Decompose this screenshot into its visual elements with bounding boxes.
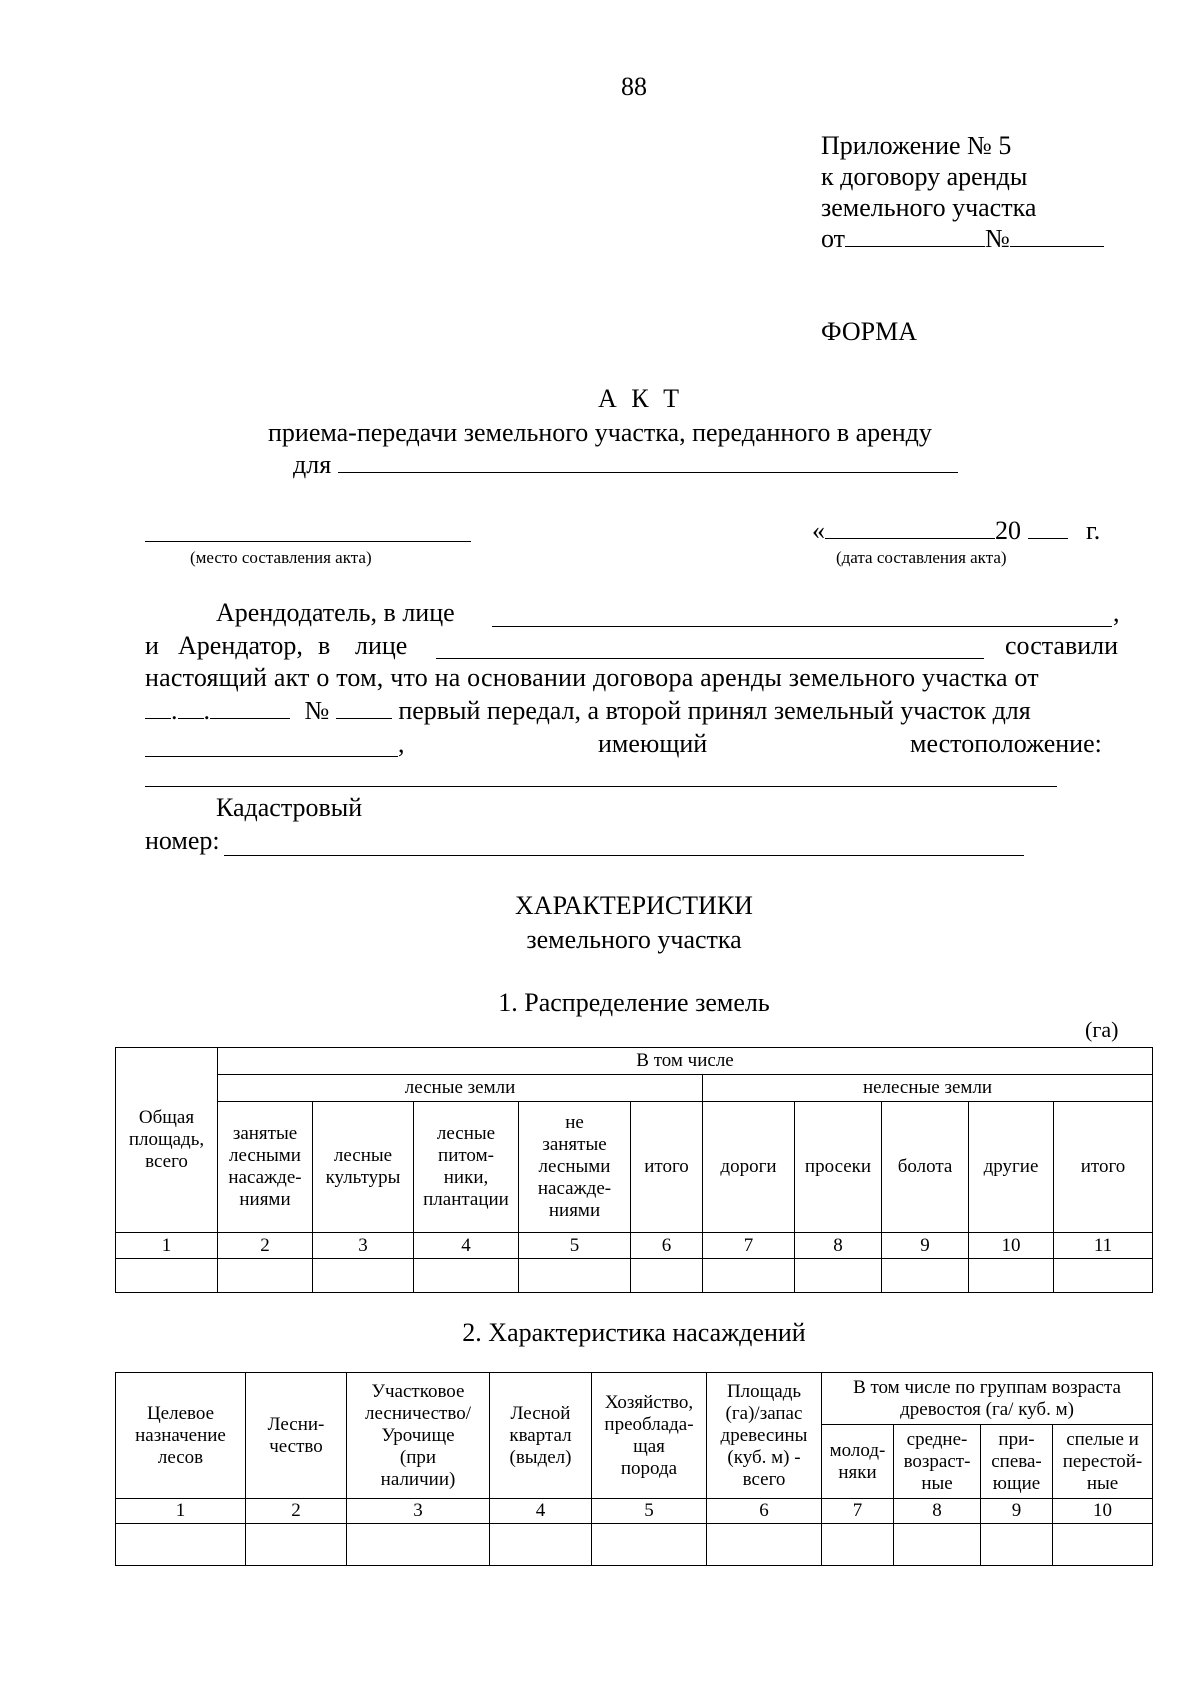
t2-data-cell[interactable] xyxy=(822,1524,894,1566)
t2-num: 10 xyxy=(1053,1499,1153,1524)
t2-num: 5 xyxy=(592,1499,707,1524)
act-for-label: для xyxy=(293,450,332,479)
act-for-field[interactable] xyxy=(338,450,958,473)
t1-num: 11 xyxy=(1054,1233,1153,1259)
act-for-line xyxy=(293,450,958,480)
cadastral-label: Кадастровый xyxy=(216,793,363,822)
t1-data-cell[interactable] xyxy=(795,1259,882,1293)
t2-col-forestry: Лесни- чество xyxy=(246,1373,347,1499)
tenant-d: лице xyxy=(355,631,408,660)
t1-col-swamps: болота xyxy=(882,1102,969,1233)
tenant-b: Арендатор, xyxy=(178,631,303,660)
body-line-4-tail: первый передал, а второй принял земельный участок для xyxy=(398,696,1031,725)
purpose-field[interactable] xyxy=(145,756,398,757)
t2-num: 3 xyxy=(347,1499,490,1524)
t2-col-mature: спелые и перестой- ные xyxy=(1053,1425,1153,1499)
characteristics-subtitle: земельного участка xyxy=(526,925,742,954)
t1-col-nurseries: лесные питом- ники, плантации xyxy=(414,1102,519,1233)
t1-num: 5 xyxy=(519,1233,631,1259)
date-year-suffix: г. xyxy=(1086,516,1101,545)
t2-col-district: Участковое лесничество/ Урочище (при наличии) xyxy=(347,1373,490,1499)
t2-col-young: молод- няки xyxy=(822,1425,894,1499)
table1-title: 1. Распределение земель xyxy=(498,988,770,1017)
location-field[interactable] xyxy=(145,786,1057,787)
t1-num: 3 xyxy=(313,1233,414,1259)
appendix-line-3: земельного участка xyxy=(821,193,1037,222)
t2-num: 1 xyxy=(116,1499,246,1524)
body-line-4 xyxy=(145,696,1031,726)
date-year-prefix: 20 xyxy=(995,516,1021,545)
date-day-month-field[interactable] xyxy=(825,516,995,539)
t2-data-cell[interactable] xyxy=(246,1524,347,1566)
t1-including-header: В том числе xyxy=(218,1048,1153,1075)
appendix-line-1: Приложение № 5 xyxy=(821,131,1012,160)
t2-col-quarter: Лесной квартал (выдел) xyxy=(490,1373,592,1499)
t2-data-cell[interactable] xyxy=(707,1524,822,1566)
t1-num: 6 xyxy=(631,1233,703,1259)
t1-col-forest-total: итого xyxy=(631,1102,703,1233)
t2-num: 8 xyxy=(894,1499,981,1524)
t2-data-cell[interactable] xyxy=(490,1524,592,1566)
t2-data-cell[interactable] xyxy=(116,1524,246,1566)
purpose-comma: , xyxy=(398,729,405,758)
appendix-from-label: от xyxy=(821,224,846,253)
t2-data-cell[interactable] xyxy=(592,1524,707,1566)
t1-col-occupied: занятые лесными насажде- ниями xyxy=(218,1102,313,1233)
t1-data-cell[interactable] xyxy=(414,1259,519,1293)
t2-data-cell[interactable] xyxy=(981,1524,1053,1566)
tenant-a: и xyxy=(145,631,159,660)
dot-1: . xyxy=(171,696,178,725)
dot-2: . xyxy=(203,696,210,725)
place-caption: (место составления акта) xyxy=(190,548,372,567)
location-word: местоположение: xyxy=(910,729,1102,758)
t2-data-cell[interactable] xyxy=(1053,1524,1153,1566)
t1-num: 4 xyxy=(414,1233,519,1259)
t2-col-middle-aged: средне- возраст- ные xyxy=(894,1425,981,1499)
having-word: имеющий xyxy=(598,729,708,758)
t1-num: 1 xyxy=(116,1233,218,1259)
t2-data-cell[interactable] xyxy=(894,1524,981,1566)
tenant-field[interactable] xyxy=(436,658,984,659)
t1-nonforest-lands-header: нелесные земли xyxy=(703,1075,1153,1102)
date-line xyxy=(812,516,1100,546)
contract-number-field[interactable] xyxy=(336,696,392,719)
stand-characteristics-table xyxy=(115,1372,1153,1566)
contract-month-field[interactable] xyxy=(178,696,204,719)
t2-num: 9 xyxy=(981,1499,1053,1524)
date-caption: (дата составления акта) xyxy=(836,548,1007,567)
t1-data-cell[interactable] xyxy=(313,1259,414,1293)
date-open-quote: « xyxy=(812,516,825,545)
t2-num: 7 xyxy=(822,1499,894,1524)
t1-num: 9 xyxy=(882,1233,969,1259)
t1-data-cell[interactable] xyxy=(882,1259,969,1293)
place-field[interactable] xyxy=(145,541,471,542)
t1-data-cell[interactable] xyxy=(703,1259,795,1293)
characteristics-title: ХАРАКТЕРИСТИКИ xyxy=(515,891,753,920)
form-label: ФОРМА xyxy=(821,317,917,346)
page-number: 88 xyxy=(621,72,647,101)
t2-age-groups-header: В том числе по группам возраста древостоя (га/ куб. м) xyxy=(822,1373,1153,1425)
landlord-label: Арендодатель, в лице xyxy=(216,598,455,627)
table2-title: 2. Характеристика насаждений xyxy=(462,1318,806,1347)
t2-num: 2 xyxy=(246,1499,347,1524)
contract-year-field[interactable] xyxy=(210,696,290,719)
t1-col-clearings: просеки xyxy=(795,1102,882,1233)
t1-data-cell[interactable] xyxy=(218,1259,313,1293)
t2-num: 6 xyxy=(707,1499,822,1524)
cadastral-number-field[interactable] xyxy=(224,855,1024,856)
landlord-field[interactable] xyxy=(492,626,1112,627)
tenant-c: в xyxy=(318,631,331,660)
appendix-date-field[interactable] xyxy=(845,224,985,247)
t1-col-forest-crops: лесные культуры xyxy=(313,1102,414,1233)
appendix-line-4 xyxy=(821,223,1104,254)
t1-data-cell[interactable] xyxy=(519,1259,631,1293)
t2-col-area-stock: Площадь (га)/запас древесины (куб. м) - всего xyxy=(707,1373,822,1499)
t1-col-other: другие xyxy=(969,1102,1054,1233)
act-subtitle: приема-передачи земельного участка, переданного в аренду xyxy=(268,418,932,447)
body-line-3: настоящий акт о том, что на основании договора аренды земельного участка от xyxy=(145,663,1039,692)
t2-num: 4 xyxy=(490,1499,592,1524)
t1-total-area-header: Общая площадь, всего xyxy=(116,1048,218,1233)
act-title: А К Т xyxy=(598,384,683,413)
t1-data-cell[interactable] xyxy=(631,1259,703,1293)
t1-data-cell[interactable] xyxy=(116,1259,218,1293)
appendix-line-2: к договору аренды xyxy=(821,162,1028,191)
t1-forest-lands-header: лесные земли xyxy=(218,1075,703,1102)
land-distribution-table xyxy=(115,1047,1153,1293)
compiled-word: составили xyxy=(1005,631,1119,660)
contract-num-sign: № xyxy=(304,696,330,725)
t2-data-cell[interactable] xyxy=(347,1524,490,1566)
landlord-comma: , xyxy=(1113,598,1120,627)
appendix-block xyxy=(821,130,1104,254)
t1-col-unoccupied: не занятые лесными насажде- ниями xyxy=(519,1102,631,1233)
t2-col-purpose: Целевое назначение лесов xyxy=(116,1373,246,1499)
date-year-field[interactable] xyxy=(1028,516,1068,539)
t1-col-nonforest-total: итого xyxy=(1054,1102,1153,1233)
t1-num: 10 xyxy=(969,1233,1054,1259)
t2-col-maturing: при- спева- ющие xyxy=(981,1425,1053,1499)
contract-day-field[interactable] xyxy=(145,696,171,719)
t1-num: 2 xyxy=(218,1233,313,1259)
t1-data-cell[interactable] xyxy=(969,1259,1054,1293)
t1-num: 8 xyxy=(795,1233,882,1259)
table1-unit: (га) xyxy=(1085,1017,1119,1042)
t1-num: 7 xyxy=(703,1233,795,1259)
t2-col-species: Хозяйство, преоблада- щая порода xyxy=(592,1373,707,1499)
t1-data-cell[interactable] xyxy=(1054,1259,1153,1293)
cadastral-number-label: номер: xyxy=(145,826,220,855)
appendix-number-field[interactable] xyxy=(1010,224,1104,247)
appendix-num-label: № xyxy=(985,224,1010,253)
t1-col-roads: дороги xyxy=(703,1102,795,1233)
